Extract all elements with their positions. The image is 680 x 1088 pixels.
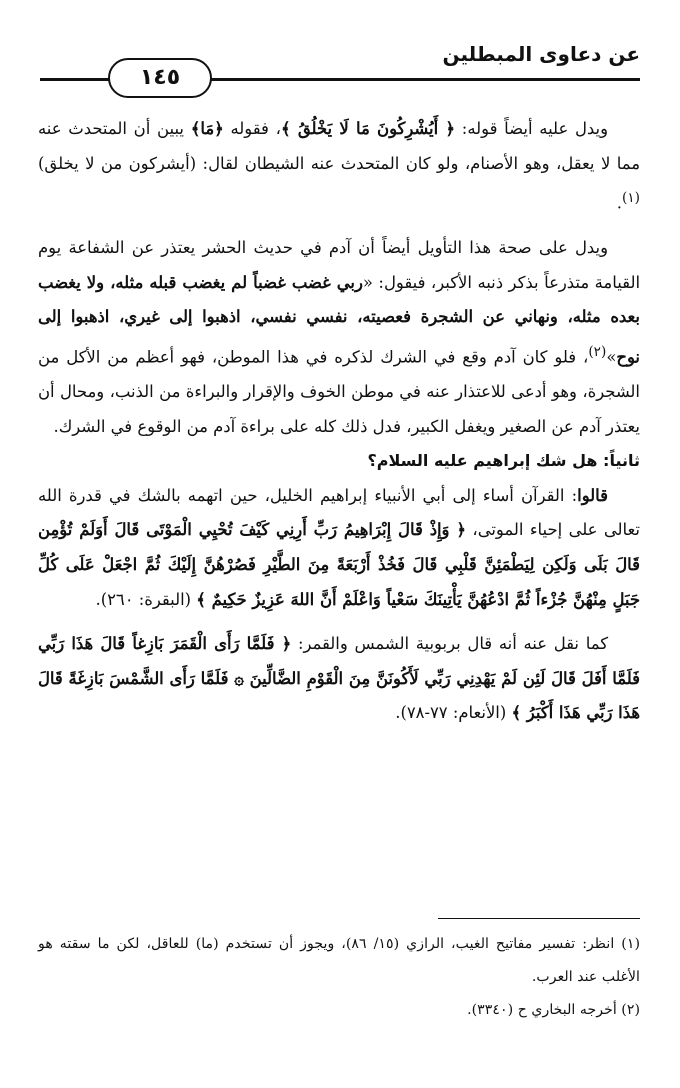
main-text <box>38 112 640 731</box>
footnote-1: (١) انظر: تفسير مفاتيح الغيب، الرازي (١٥/ ٨٦)، ويجوز أن تستخدم (ما) للعاقل، لكن ما سقته هو الأغلب عند العرب. <box>38 936 640 985</box>
footnotes <box>38 928 640 1027</box>
text: ويدل على صحة هذا التأويل أيضاً أن آدم في حديث الحشر يعتذر عن الشفاعة يوم القيامة متذرعاً بذكر ذنبه الأكبر، فيقول: « <box>38 238 640 292</box>
paragraph-ibrahim-doubt <box>38 479 640 617</box>
verse-reference: (الأنعام: ٧٧-٧٨). <box>395 703 512 723</box>
text: » <box>606 347 617 367</box>
paragraph-hashr-hadith <box>38 231 640 444</box>
claim-label: قالوا <box>577 485 608 505</box>
text: ويدل عليه أيضاً قوله: <box>455 119 608 138</box>
footnote-marker-2: (٢) <box>588 344 607 361</box>
text: كما نقل عنه أنه قال بربوبية الشمس والقمر: <box>291 634 608 654</box>
footnote-marker-1: (١) <box>622 190 640 207</box>
section-heading: ثانياً: هل شك إبراهيم عليه السلام؟ <box>367 451 640 471</box>
hadith-quote: ربي غضب غضباً لم يغضب قبله مثله، ولا يغضب بعده مثله، ونهاني عن الشجرة فعصيته، نفسي نفسي، اذهبوا إلى غيري، اذهبوا إلى نوح <box>38 272 640 367</box>
footnote-separator <box>438 918 640 919</box>
footnote-2: (٢) أخرجه البخاري ح (٣٣٤٠). <box>467 1002 640 1018</box>
paragraph-adam-shirk-evidence <box>38 112 640 221</box>
quran-verse: ﴿ فَلَمَّا رَأَى الْقَمَرَ بَازِغاً قَالَ هَذَا رَبِّي فَلَمَّا أَفَلَ قَالَ لَئِن لَمْ يَهْدِنِي رَبِّي لَأَكُونَنَّ مِنَ الْقَوْمِ الضَّالِّينَ ۞ فَلَمَّا رَأَى الشَّمْسَ بَازِغَةً قَالَ هَذَا رَبِّي هَذَا أَكْبَرُ ﴾ <box>38 634 640 723</box>
text: ، فقوله <box>223 119 281 138</box>
running-title: عن دعاوى المبطلين <box>442 42 640 66</box>
paragraph-sun-moon <box>38 627 640 731</box>
quran-word: ﴿مَا﴾ <box>190 119 224 138</box>
text: ، فلو كان آدم وقع في الشرك لذكره في هذا الموطن، فهو أعظم من الأكل من الشجرة، وهو أدعى للاعتذار عنه في موطن الخوف والإقرار والبراءة من الذنب، ومحال أن يعتذر آدم عن الصغير ويغفل الكبير، فدل ذلك كله على براءة آدم من الوقوع في الشرك. <box>38 347 640 436</box>
quran-verse: ﴿ وَإِذْ قَالَ إِبْرَاهِيمُ رَبِّ أَرِنِي كَيْفَ تُحْيِي الْمَوْتَى قَالَ أَوَلَمْ تُؤْمِن قَالَ بَلَى وَلَكِن لِيَطْمَئِنَّ قَلْبِي قَالَ فَخُذْ أَرْبَعَةً مِنَ الطَّيْرِ فَصُرْهُنَّ إِلَيْكَ ثُمَّ اجْعَلْ عَلَى كُلِّ جَبَلٍ مِنْهُنَّ جُزْءاً ثُمَّ ادْعُهُنَّ يَأْتِينَكَ سَعْياً وَاعْلَمْ أَنَّ اللهَ عَزِيزٌ حَكِيمٌ ﴾ <box>38 520 640 609</box>
text: : القرآن أساء إلى أبي الأنبياء إبراهيم الخليل، حين اتهمه بالشك في قدرة الله تعالى على إحياء الموتى، <box>38 485 640 540</box>
verse-reference: (البقرة: ٢٦٠). <box>95 589 197 609</box>
page-number: ١٤٥ <box>108 58 212 98</box>
text: يبين أن المتحدث عنه مما لا يعقل، وهو الأصنام، ولو كان المتحدث عنه الشيطان لقال: (أيشركون من لا يخلق) <box>38 119 640 173</box>
quran-verse: ﴿ أَيُشْرِكُونَ مَا لَا يَخْلُقُ ﴾ <box>280 119 456 138</box>
text: . <box>616 193 622 213</box>
